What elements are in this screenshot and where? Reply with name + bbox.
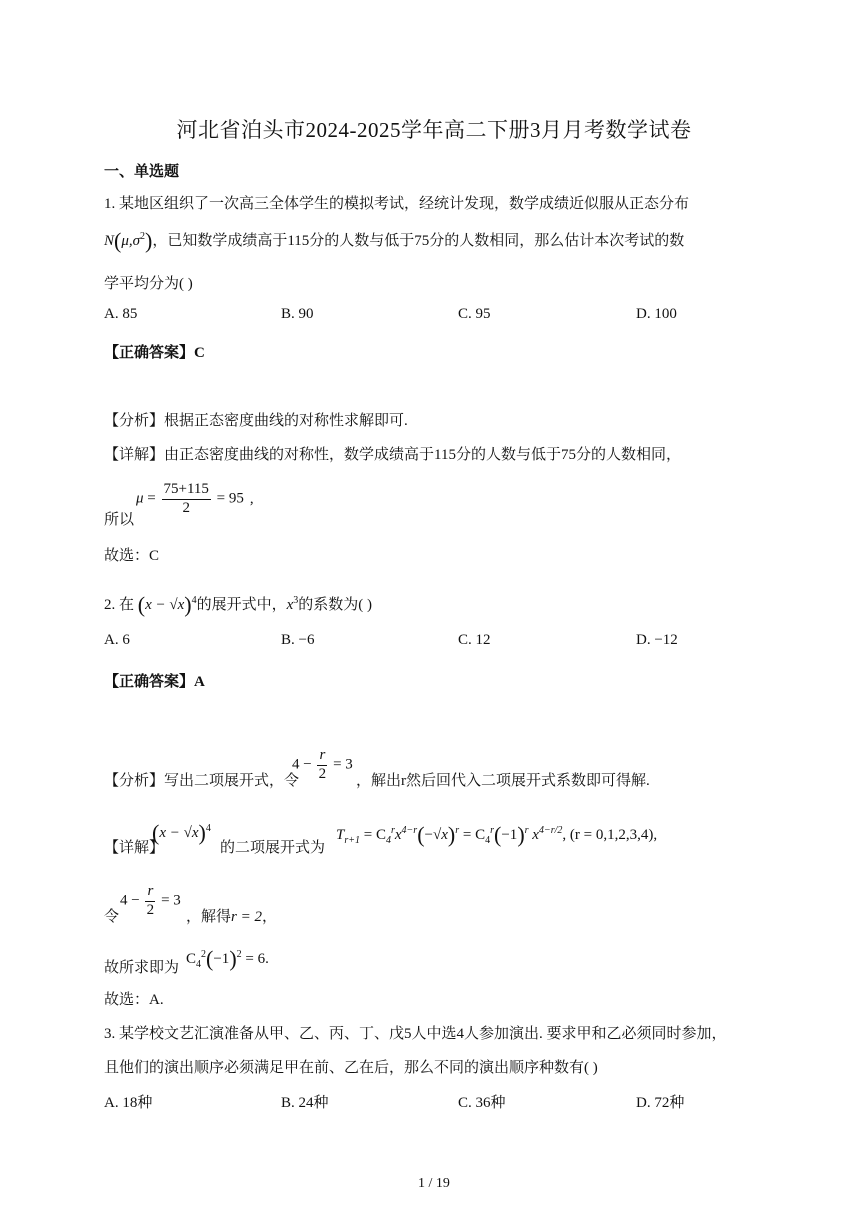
q2-analysis-tail: ，解出r然后回代入二项展开式系数即可得解. [356,773,650,789]
q1-line1: 1. 某地区组织了一次高三全体学生的模拟考试，经统计发现，数学成绩近似服从正态分布 [104,196,690,212]
q3-option-d: D. 72种 [636,1095,685,1111]
q2-ling: 令 [104,909,120,925]
q1-option-b: B. 90 [281,306,314,322]
mean-formula-result: 95 [228,490,244,507]
q1-so: 所以 [104,512,135,528]
general-term-formula: $T_{r+1} = C_4^rx^{4-r}(-√x)^r = C_4^r(-1)^r$ $x^{4-r/2}$, (r = 0,1,2,3,4), [336,822,658,847]
q2-stem: 2. 在 $(x - √x)^4$的展开式中，$x^3$的系数为( ) [104,592,373,617]
q1-detail: 【详解】由正态密度曲线的对称性，数学成绩高于115分的人数与低于75分的人数相同， [104,447,681,463]
q1-analysis: 【分析】根据正态密度曲线的对称性求解即可. [104,413,408,429]
q2-detail-head: 【详解】 [104,840,165,856]
q2-detail-mid: 的二项展开式为 [220,840,326,856]
q3-option-b: B. 24种 [281,1095,329,1111]
q1-line3: 学平均分为( ) [104,276,193,292]
q1-option-d: D. 100 [636,306,677,322]
q1-line2-text: ，已知数学成绩高于115分的人数与低于75分的人数相同，那么估计本次考试的数 [152,233,685,249]
mean-formula-denominator: 2 [182,499,190,516]
q2-option-c: C. 12 [458,632,491,648]
normal-distribution-formula: $N(\mu,\sigma^2)$ [104,228,153,253]
q2-answer: 【正确答案】A [104,674,205,690]
q3-option-c: C. 36种 [458,1095,506,1111]
q2-analysis-head: 【分析】写出二项展开式，令 [104,773,300,789]
coefficient-result: $C_4^2(-1)^2 = 6$. [186,946,269,971]
q2-mid: 的展开式中， [196,597,287,613]
q2-option-d: D. −12 [636,632,678,648]
r-equation: 4 − $\frac{r}{2}$ = 3 [292,747,353,782]
r-equation-2: 4 − $\frac{r}{2}$ = 3 [120,883,181,918]
q2-tail: 的系数为( ) [298,597,373,613]
q2-solve: ，解得r = 2， [186,909,277,925]
q1-line2 [104,228,684,254]
coefficient-result-value: = 6 [245,951,266,967]
q2-option-a: A. 6 [104,632,130,648]
q1-option-c: C. 95 [458,306,491,322]
q1-option-a: A. 85 [104,306,138,322]
q3-line1: 3. 某学校文艺汇演准备从甲、乙、丙、丁、戊5人中选4人参加演出. 要求甲和乙必须同时参加， [104,1026,727,1042]
q2-gusuo: 故所求即为 [104,960,180,976]
q3-line2: 且他们的演出顺序必须满足甲在前、乙在后，那么不同的演出顺序种数有( ) [104,1060,598,1076]
q2-option-b: B. −6 [281,632,315,648]
q2-choose: 故选：A. [104,992,164,1008]
r-value: r = 2 [231,909,262,925]
page-title: 河北省泊头市2024-2025学年高二下册3月月考数学试卷 [176,118,692,142]
q1-choose: 故选：C [104,548,160,564]
mean-formula: μ = $\frac{75+115}{2}$ = 95 , [136,481,254,516]
binomial-expression-2: $(x - √x)^4$ [152,820,211,845]
q1-answer: 【正确答案】C [104,345,205,361]
q2-prefix: 2. 在 [104,597,135,613]
q3-option-a: A. 18种 [104,1095,153,1111]
mean-formula-numerator: 75+115 [162,482,211,500]
binomial-expression: $(x - √x)^4$ [137,592,197,617]
page-number: 1 / 19 [418,1176,450,1191]
r-range: (r = 0,1,2,3,4) [569,827,654,843]
section-heading: 一、单选题 [104,164,180,180]
